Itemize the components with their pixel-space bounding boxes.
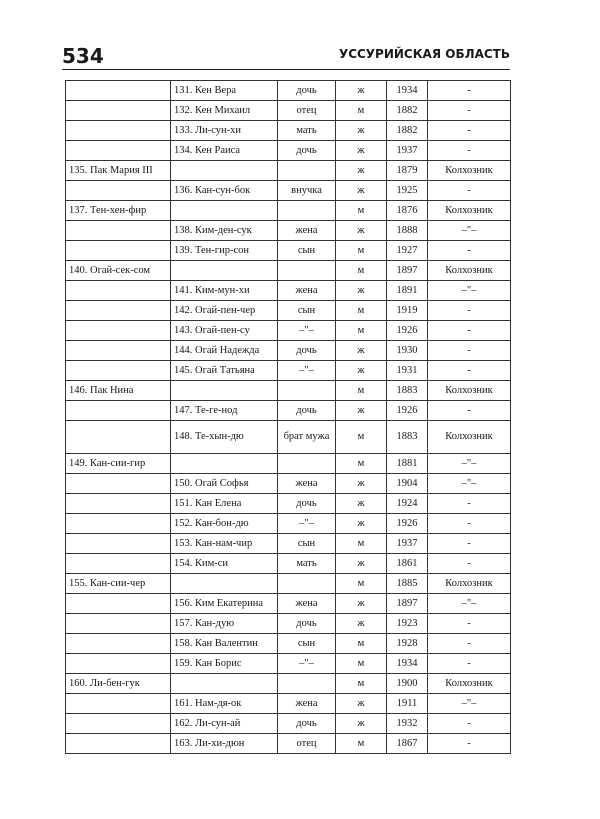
table-row [66, 454, 511, 474]
birth-year-cell: 1925 [387, 181, 428, 201]
head-of-household-cell [66, 181, 171, 201]
family-member-cell: 150. Огай Софья [171, 474, 278, 494]
head-of-household-cell [66, 554, 171, 574]
sex-cell: м [336, 241, 387, 261]
family-member-cell: 132. Кен Михаил [171, 101, 278, 121]
header-rule [62, 69, 510, 70]
roster-body [66, 81, 511, 754]
occupation-cell: Колхозник [428, 381, 511, 401]
relation-cell: жена [278, 281, 336, 301]
birth-year-cell: 1885 [387, 574, 428, 594]
relation-cell [278, 201, 336, 221]
head-of-household-cell: 155. Кан-сии-чер [66, 574, 171, 594]
table-row [66, 181, 511, 201]
occupation-cell: - [428, 734, 511, 754]
birth-year-cell: 1888 [387, 221, 428, 241]
head-of-household-cell [66, 121, 171, 141]
family-member-cell: 148. Те-хын-дю [171, 421, 278, 454]
table-row [66, 121, 511, 141]
occupation-cell: - [428, 341, 511, 361]
sex-cell: ж [336, 361, 387, 381]
occupation-cell: - [428, 494, 511, 514]
occupation-cell: - [428, 81, 511, 101]
relation-cell: –"– [278, 361, 336, 381]
occupation-cell: - [428, 181, 511, 201]
sex-cell: ж [336, 514, 387, 534]
occupation-cell: –"– [428, 474, 511, 494]
relation-cell: мать [278, 121, 336, 141]
table-row [66, 494, 511, 514]
relation-cell: –"– [278, 321, 336, 341]
family-member-cell: 139. Тен-гир-сон [171, 241, 278, 261]
table-row [66, 421, 511, 454]
sex-cell: ж [336, 121, 387, 141]
relation-cell [278, 161, 336, 181]
relation-cell: дочь [278, 141, 336, 161]
occupation-cell: - [428, 401, 511, 421]
relation-cell: дочь [278, 494, 336, 514]
head-of-household-cell [66, 341, 171, 361]
occupation-cell: –"– [428, 694, 511, 714]
roster-table [65, 80, 511, 754]
sex-cell: ж [336, 494, 387, 514]
relation-cell: жена [278, 694, 336, 714]
sex-cell: м [336, 261, 387, 281]
sex-cell: м [336, 201, 387, 221]
birth-year-cell: 1930 [387, 341, 428, 361]
head-of-household-cell [66, 514, 171, 534]
head-of-household-cell [66, 734, 171, 754]
table-row [66, 534, 511, 554]
head-of-household-cell [66, 141, 171, 161]
head-of-household-cell [66, 634, 171, 654]
head-of-household-cell [66, 534, 171, 554]
table-row [66, 694, 511, 714]
page-header [62, 44, 510, 68]
occupation-cell: - [428, 321, 511, 341]
family-member-cell: 153. Кан-нам-чир [171, 534, 278, 554]
relation-cell: отец [278, 734, 336, 754]
occupation-cell: - [428, 554, 511, 574]
head-of-household-cell [66, 401, 171, 421]
birth-year-cell: 1882 [387, 121, 428, 141]
family-member-cell [171, 201, 278, 221]
table-row [66, 81, 511, 101]
table-row [66, 381, 511, 401]
occupation-cell: - [428, 654, 511, 674]
family-member-cell: 157. Кан-дую [171, 614, 278, 634]
birth-year-cell: 1881 [387, 454, 428, 474]
sex-cell: ж [336, 281, 387, 301]
sex-cell: м [336, 574, 387, 594]
sex-cell: ж [336, 341, 387, 361]
family-member-cell [171, 674, 278, 694]
birth-year-cell: 1919 [387, 301, 428, 321]
relation-cell: внучка [278, 181, 336, 201]
sex-cell: м [336, 421, 387, 454]
table-row [66, 594, 511, 614]
sex-cell: ж [336, 694, 387, 714]
occupation-cell: - [428, 241, 511, 261]
family-member-cell: 144. Огай Надежда [171, 341, 278, 361]
family-member-cell: 163. Ли-хи-дюн [171, 734, 278, 754]
relation-cell: жена [278, 594, 336, 614]
table-row [66, 614, 511, 634]
occupation-cell: –"– [428, 221, 511, 241]
table-row [66, 301, 511, 321]
family-member-cell: 152. Кан-бон-дю [171, 514, 278, 534]
occupation-cell: –"– [428, 454, 511, 474]
occupation-cell: Колхозник [428, 161, 511, 181]
sex-cell: м [336, 454, 387, 474]
birth-year-cell: 1934 [387, 654, 428, 674]
running-title: УССУРИЙСКАЯ ОБЛАСТЬ [338, 47, 510, 61]
sex-cell: м [336, 381, 387, 401]
family-member-cell: 141. Ким-мун-хи [171, 281, 278, 301]
sex-cell: ж [336, 614, 387, 634]
relation-cell [278, 574, 336, 594]
family-member-cell [171, 381, 278, 401]
birth-year-cell: 1867 [387, 734, 428, 754]
family-member-cell: 158. Кан Валентин [171, 634, 278, 654]
sex-cell: м [336, 301, 387, 321]
family-member-cell: 162. Ли-сун-ай [171, 714, 278, 734]
relation-cell: сын [278, 241, 336, 261]
sex-cell: м [336, 734, 387, 754]
sex-cell: ж [336, 81, 387, 101]
occupation-cell: - [428, 614, 511, 634]
head-of-household-cell [66, 321, 171, 341]
occupation-cell: - [428, 141, 511, 161]
occupation-cell: –"– [428, 594, 511, 614]
occupation-cell: Колхозник [428, 261, 511, 281]
relation-cell [278, 381, 336, 401]
sex-cell: ж [336, 714, 387, 734]
family-member-cell [171, 574, 278, 594]
family-member-cell: 161. Нам-дя-ок [171, 694, 278, 714]
table-row [66, 281, 511, 301]
occupation-cell: - [428, 534, 511, 554]
birth-year-cell: 1923 [387, 614, 428, 634]
head-of-household-cell: 140. Огай-сек-сом [66, 261, 171, 281]
family-member-cell [171, 454, 278, 474]
birth-year-cell: 1861 [387, 554, 428, 574]
table-row [66, 634, 511, 654]
relation-cell [278, 674, 336, 694]
relation-cell: –"– [278, 514, 336, 534]
head-of-household-cell [66, 241, 171, 261]
head-of-household-cell [66, 421, 171, 454]
family-member-cell [171, 161, 278, 181]
head-of-household-cell [66, 494, 171, 514]
table-row [66, 674, 511, 694]
sex-cell: ж [336, 594, 387, 614]
birth-year-cell: 1931 [387, 361, 428, 381]
occupation-cell: Колхозник [428, 421, 511, 454]
table-row [66, 654, 511, 674]
sex-cell: м [336, 101, 387, 121]
table-row [66, 361, 511, 381]
head-of-household-cell [66, 694, 171, 714]
head-of-household-cell [66, 614, 171, 634]
birth-year-cell: 1897 [387, 261, 428, 281]
table-row [66, 714, 511, 734]
relation-cell [278, 261, 336, 281]
family-member-cell [171, 261, 278, 281]
table-row [66, 101, 511, 121]
table-row [66, 514, 511, 534]
table-row [66, 261, 511, 281]
head-of-household-cell: 160. Ли-бен-гук [66, 674, 171, 694]
birth-year-cell: 1926 [387, 401, 428, 421]
birth-year-cell: 1882 [387, 101, 428, 121]
family-member-cell: 142. Огай-пен-чер [171, 301, 278, 321]
table-row [66, 141, 511, 161]
occupation-cell: Колхозник [428, 674, 511, 694]
occupation-cell: - [428, 714, 511, 734]
birth-year-cell: 1876 [387, 201, 428, 221]
family-member-cell: 143. Огай-пен-су [171, 321, 278, 341]
sex-cell: ж [336, 181, 387, 201]
birth-year-cell: 1879 [387, 161, 428, 181]
birth-year-cell: 1926 [387, 514, 428, 534]
head-of-household-cell: 137. Тен-хен-фир [66, 201, 171, 221]
head-of-household-cell [66, 221, 171, 241]
birth-year-cell: 1911 [387, 694, 428, 714]
table-row [66, 574, 511, 594]
sex-cell: м [336, 674, 387, 694]
table-row [66, 401, 511, 421]
relation-cell: сын [278, 534, 336, 554]
family-member-cell: 147. Те-ге-нод [171, 401, 278, 421]
head-of-household-cell [66, 594, 171, 614]
relation-cell: дочь [278, 714, 336, 734]
head-of-household-cell: 146. Пак Нина [66, 381, 171, 401]
head-of-household-cell [66, 654, 171, 674]
occupation-cell: - [428, 514, 511, 534]
occupation-cell: - [428, 361, 511, 381]
family-member-cell: 134. Кен Раиса [171, 141, 278, 161]
sex-cell: ж [336, 161, 387, 181]
birth-year-cell: 1934 [387, 81, 428, 101]
birth-year-cell: 1928 [387, 634, 428, 654]
occupation-cell: - [428, 101, 511, 121]
birth-year-cell: 1937 [387, 141, 428, 161]
sex-cell: м [336, 634, 387, 654]
table-row [66, 341, 511, 361]
head-of-household-cell [66, 81, 171, 101]
relation-cell: жена [278, 221, 336, 241]
family-member-cell: 136. Кан-сун-бок [171, 181, 278, 201]
head-of-household-cell [66, 474, 171, 494]
relation-cell: дочь [278, 401, 336, 421]
head-of-household-cell [66, 281, 171, 301]
family-member-cell: 151. Кан Елена [171, 494, 278, 514]
relation-cell: мать [278, 554, 336, 574]
birth-year-cell: 1900 [387, 674, 428, 694]
table-row [66, 474, 511, 494]
sex-cell: м [336, 534, 387, 554]
sex-cell: м [336, 321, 387, 341]
family-member-cell: 133. Ли-сун-хи [171, 121, 278, 141]
occupation-cell: Колхозник [428, 574, 511, 594]
sex-cell: ж [336, 474, 387, 494]
relation-cell [278, 454, 336, 474]
table-row [66, 161, 511, 181]
family-member-cell: 156. Ким Екатерина [171, 594, 278, 614]
occupation-cell: - [428, 301, 511, 321]
birth-year-cell: 1926 [387, 321, 428, 341]
sex-cell: ж [336, 401, 387, 421]
family-member-cell: 138. Ким-ден-сук [171, 221, 278, 241]
relation-cell: –"– [278, 654, 336, 674]
occupation-cell: Колхозник [428, 201, 511, 221]
relation-cell: брат мужа [278, 421, 336, 454]
sex-cell: ж [336, 554, 387, 574]
sex-cell: м [336, 654, 387, 674]
sex-cell: ж [336, 221, 387, 241]
family-member-cell: 131. Кен Вера [171, 81, 278, 101]
sex-cell: ж [336, 141, 387, 161]
head-of-household-cell [66, 361, 171, 381]
head-of-household-cell: 135. Пак Мария III [66, 161, 171, 181]
birth-year-cell: 1924 [387, 494, 428, 514]
page-number: 534 [62, 44, 104, 68]
relation-cell: сын [278, 634, 336, 654]
table-row [66, 554, 511, 574]
occupation-cell: - [428, 121, 511, 141]
relation-cell: дочь [278, 614, 336, 634]
head-of-household-cell: 149. Кан-сии-гир [66, 454, 171, 474]
family-member-cell: 154. Ким-си [171, 554, 278, 574]
relation-cell: дочь [278, 81, 336, 101]
table-row [66, 221, 511, 241]
birth-year-cell: 1897 [387, 594, 428, 614]
family-member-cell: 159. Кан Борис [171, 654, 278, 674]
head-of-household-cell [66, 301, 171, 321]
head-of-household-cell [66, 714, 171, 734]
relation-cell: дочь [278, 341, 336, 361]
family-member-cell: 145. Огай Татьяна [171, 361, 278, 381]
birth-year-cell: 1891 [387, 281, 428, 301]
birth-year-cell: 1927 [387, 241, 428, 261]
table-row [66, 201, 511, 221]
occupation-cell: –"– [428, 281, 511, 301]
head-of-household-cell [66, 101, 171, 121]
birth-year-cell: 1904 [387, 474, 428, 494]
table-row [66, 734, 511, 754]
relation-cell: сын [278, 301, 336, 321]
occupation-cell: - [428, 634, 511, 654]
birth-year-cell: 1883 [387, 381, 428, 401]
relation-cell: отец [278, 101, 336, 121]
table-row [66, 321, 511, 341]
table-row [66, 241, 511, 261]
birth-year-cell: 1932 [387, 714, 428, 734]
birth-year-cell: 1937 [387, 534, 428, 554]
birth-year-cell: 1883 [387, 421, 428, 454]
relation-cell: жена [278, 474, 336, 494]
